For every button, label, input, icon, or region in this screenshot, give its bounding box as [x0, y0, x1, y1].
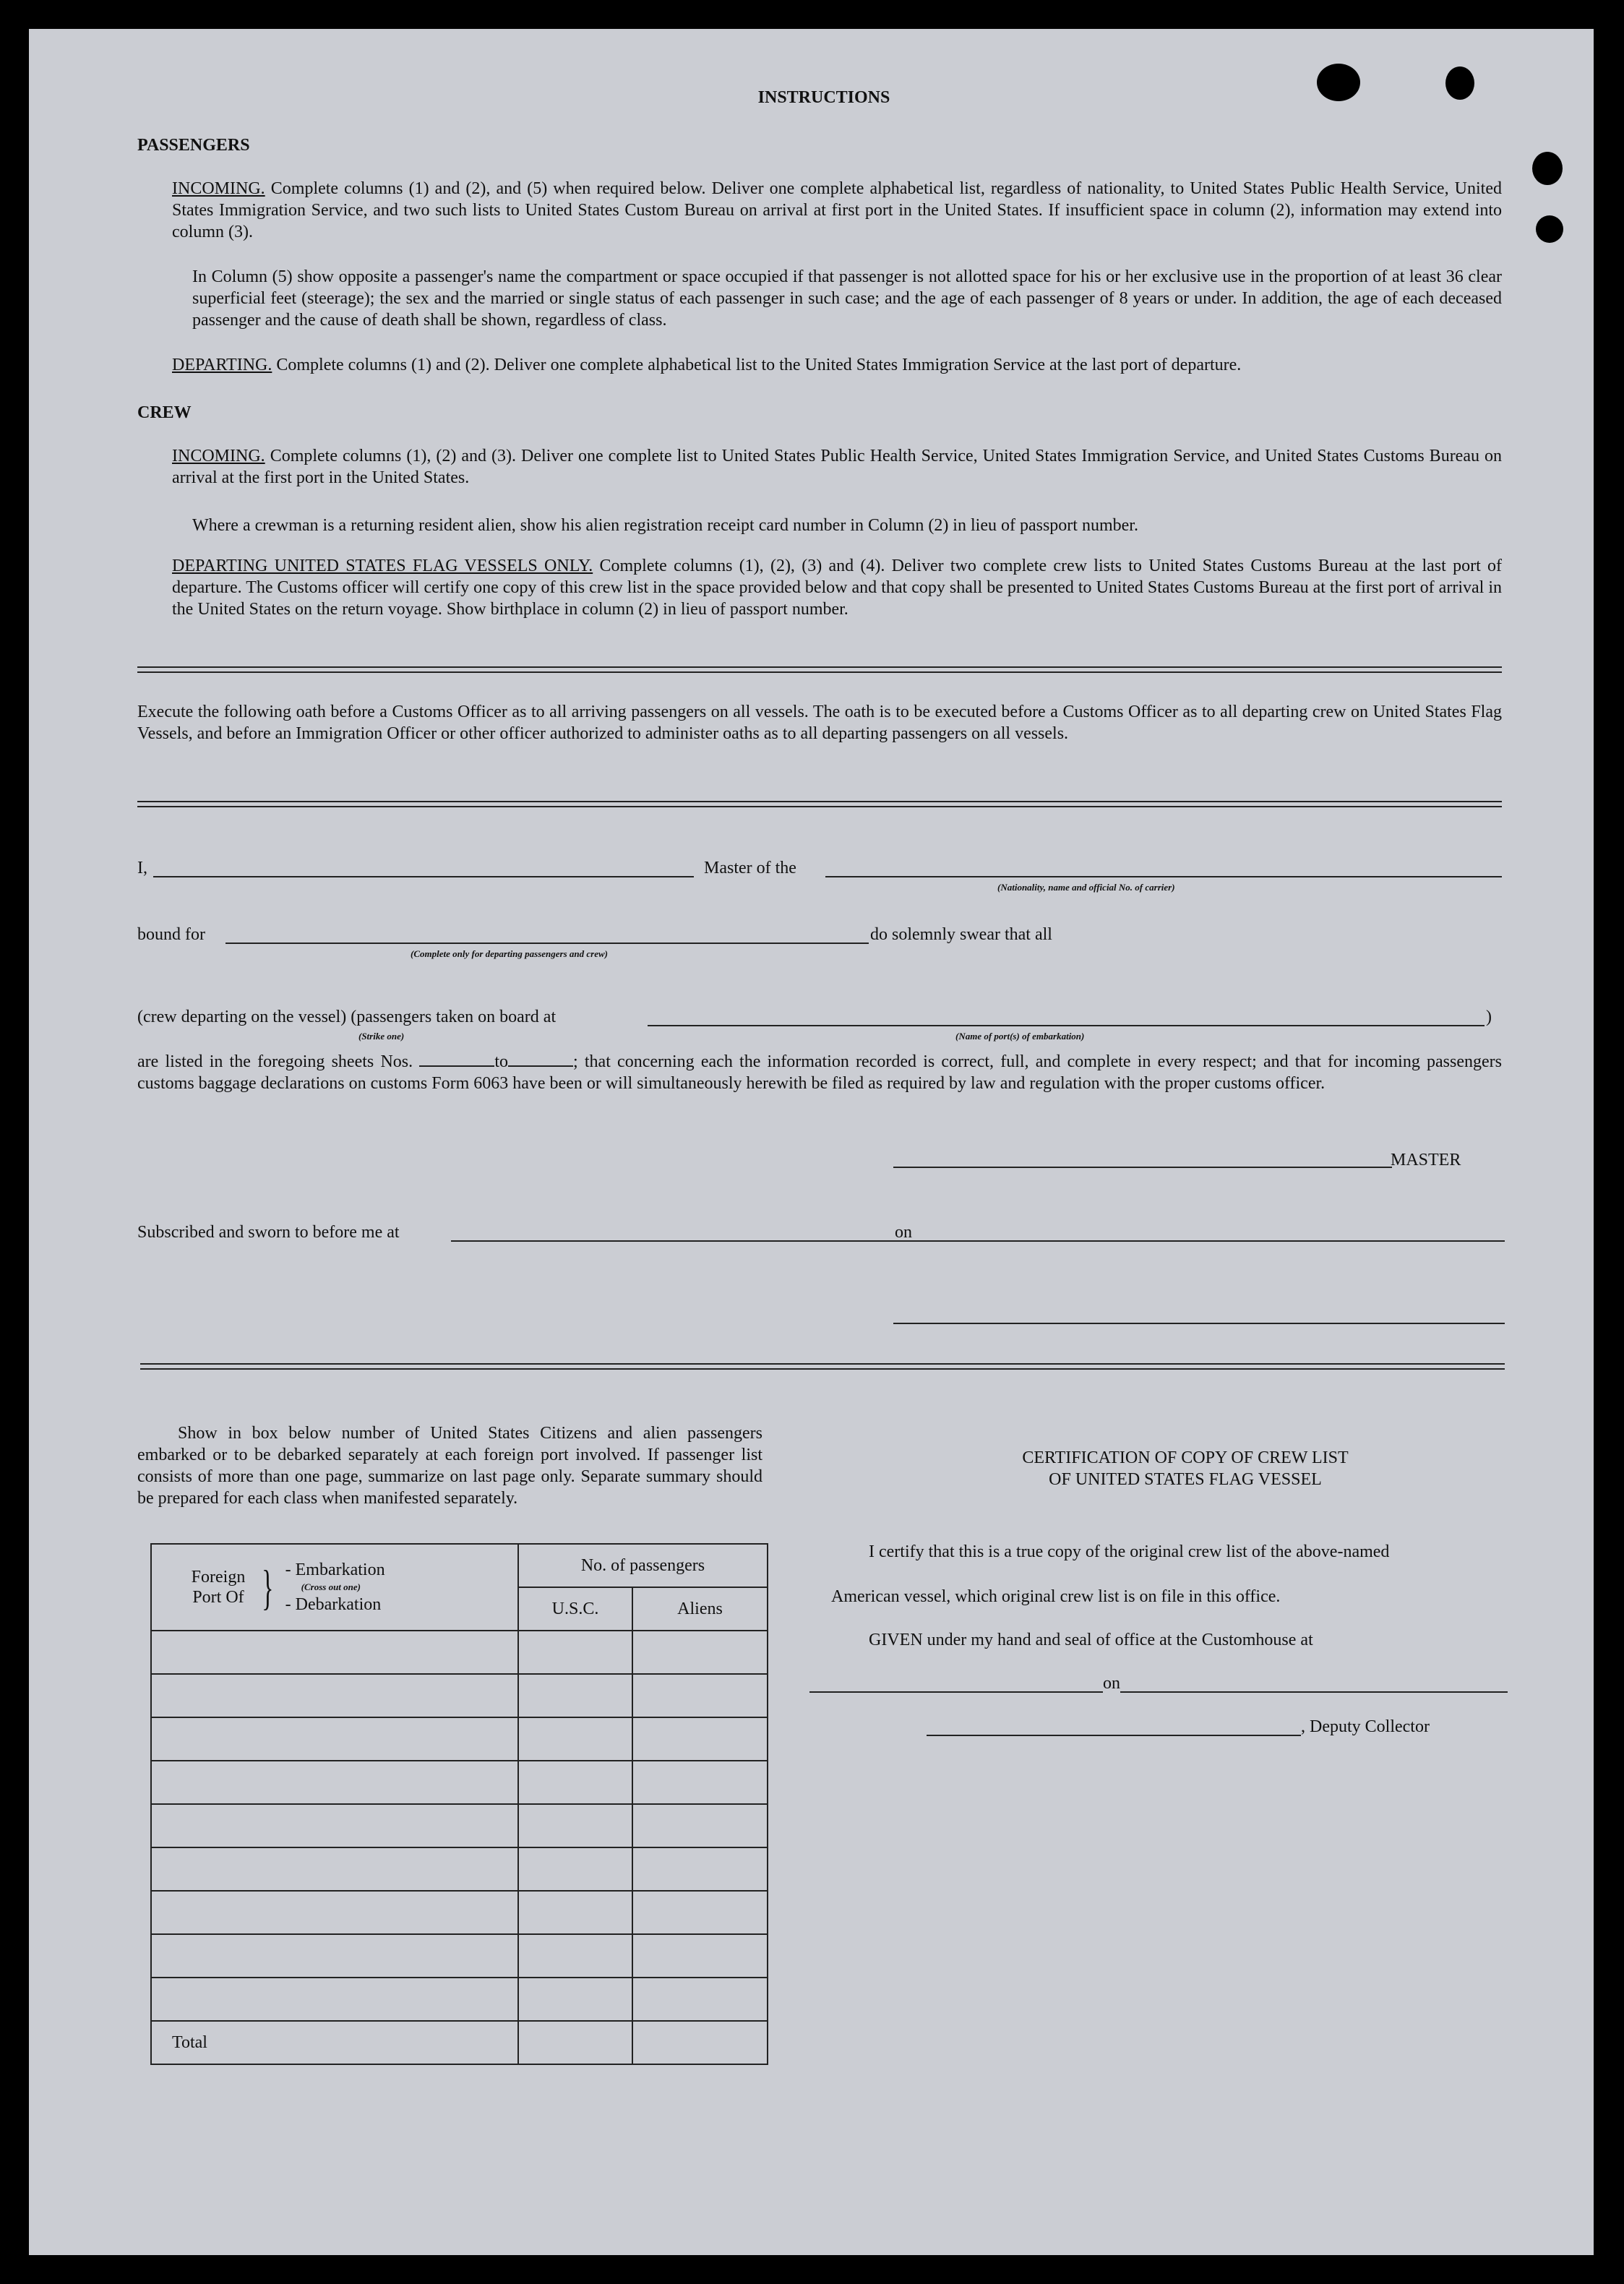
table-row: [151, 1674, 768, 1717]
total-label: Total: [151, 2021, 518, 2064]
total-row: [151, 2021, 768, 2064]
port-hint: (Name of port(s) of embarkation): [955, 1031, 1085, 1042]
sheets-to: to: [494, 1052, 508, 1071]
subscribed-on-label: on: [895, 1223, 912, 1242]
no-passengers-header: No. of passengers: [518, 1544, 768, 1587]
port-cell[interactable]: [151, 1631, 518, 1674]
form-page: [29, 29, 1594, 2255]
subscribed-place-field[interactable]: [451, 1240, 921, 1242]
oath-intro: Execute the following oath before a Customs Officer as to all arriving passengers on all vessels. The oath is to be executed before a Customs Officer as to all departing crew on United States Flag Vessels, and before an Immigration Officer or other officer authorized to administer oaths as to all departing passengers on all vessels.: [137, 703, 1502, 743]
crew-departing-label: DEPARTING UNITED STATES FLAG VESSELS ONLY.: [172, 557, 593, 575]
aliens-cell[interactable]: [632, 1847, 768, 1891]
port-cell[interactable]: [151, 1978, 518, 2021]
port-cell[interactable]: [151, 1934, 518, 1978]
bound-for-field[interactable]: [225, 943, 869, 944]
master-name-field[interactable]: [153, 876, 694, 877]
carrier-hint: (Nationality, name and official No. of carrier): [997, 882, 1175, 893]
aliens-header: Aliens: [632, 1587, 768, 1631]
certification-title-2: OF UNITED STATES FLAG VESSEL: [1049, 1470, 1322, 1489]
deputy-signature-field[interactable]: [927, 1735, 1301, 1736]
table-row: [151, 1847, 768, 1891]
oath-i-label: I,: [137, 859, 147, 877]
table-row: [151, 1631, 768, 1674]
passengers-departing-text: Complete columns (1) and (2). Deliver one complete alphabetical list to the United States Immigration Service at the last port of departure.: [276, 356, 1242, 374]
usc-cell[interactable]: [518, 1891, 632, 1934]
customhouse-field[interactable]: [809, 1691, 1103, 1693]
table-row: [151, 1934, 768, 1978]
port-summary-table: [150, 1543, 768, 2065]
master-signature-field[interactable]: [893, 1167, 1392, 1168]
aliens-cell[interactable]: [632, 1761, 768, 1804]
crew-incoming-text: Complete columns (1), (2) and (3). Deliver one complete list to United States Public Health Service, United States Immigration Service, and United States Customs Bureau on arrival at the first port in the United States.: [172, 447, 1502, 487]
usc-cell[interactable]: [518, 1674, 632, 1717]
table-row: [151, 1761, 768, 1804]
port-cell[interactable]: [151, 1761, 518, 1804]
table-row: [151, 1891, 768, 1934]
crew-heading: CREW: [137, 403, 192, 422]
sheet-from-field[interactable]: [419, 1051, 494, 1067]
page-title: INSTRUCTIONS: [757, 88, 890, 107]
table-row: [151, 1717, 768, 1761]
crew-alien-text: Where a crewman is a returning resident alien, show his alien registration receipt card number in Column (2) in lieu of passport number.: [192, 516, 1138, 535]
crew-departing-label-line: (crew departing on the vessel) (passengers taken on board at: [137, 1008, 557, 1026]
crew-departing-block: [172, 555, 1502, 620]
usc-cell[interactable]: [518, 1978, 632, 2021]
embarkation-port-field[interactable]: [648, 1025, 1485, 1026]
sheets-rest: ; that concerning each the information recorded is correct, full, and complete in every respect; and that for incoming passengers customs baggage declarations on customs Form 6063 have been or will simultaneously herewith be filed as required by law and regulation with the proper customs officer.: [137, 1052, 1503, 1093]
aliens-cell[interactable]: [632, 1804, 768, 1847]
port-cell[interactable]: [151, 1847, 518, 1891]
summary-text: Show in box below number of United States Citizens and alien passengers embarked or to be debarked separately at each foreign port involved. If passenger list consists of more than one page, summarize on last page only. Separate summary should be prepared for each class when manifested separately.: [137, 1424, 762, 1508]
passengers-incoming-text: Complete columns (1) and (2), and (5) when required below. Deliver one complete alphabetical list, regardless of nationality, to United States Public Health Service, United States Immigration Service, and two such lists to United States Custom Bureau on arrival at first port in the United States. If insufficient space in column (2), information may extend into column (3).: [172, 179, 1502, 241]
aliens-cell[interactable]: [632, 1978, 768, 2021]
aliens-cell[interactable]: [632, 1891, 768, 1934]
certification-on-label: on: [1103, 1674, 1120, 1693]
bound-hint: (Complete only for departing passengers and crew): [411, 948, 608, 959]
column5-text: In Column (5) show opposite a passenger's name the compartment or space occupied if that passenger is not allotted space for his or her exclusive use in the proportion of at least 36 clear superficial feet (steerage); the sex and the married or single status of each passenger in such case; and the age of each passenger of 8 years or under. In addition, the age of each deceased passenger and the cause of death shall be shown, regardless of class.: [192, 267, 1502, 330]
sheets-paragraph: [137, 1051, 1502, 1094]
foreign-port-header: [151, 1544, 518, 1631]
close-paren: ): [1486, 1008, 1492, 1026]
swear-label: do solemnly swear that all: [870, 925, 1052, 944]
aliens-cell[interactable]: [632, 1717, 768, 1761]
certification-date-field[interactable]: [1120, 1691, 1508, 1693]
sheets-prefix: are listed in the foregoing sheets Nos.: [137, 1052, 413, 1071]
bound-for-label: bound for: [137, 925, 205, 944]
master-of-label: Master of the: [704, 859, 796, 877]
divider: [137, 801, 1502, 807]
american-text: American vessel, which original crew list is on file in this office.: [831, 1587, 1281, 1606]
usc-cell[interactable]: [518, 1847, 632, 1891]
port-cell[interactable]: [151, 1804, 518, 1847]
aliens-cell[interactable]: [632, 1631, 768, 1674]
crew-incoming-label: INCOMING.: [172, 447, 265, 465]
carrier-field[interactable]: [825, 876, 1502, 877]
crew-departing-text: Complete columns (1), (2), (3) and (4). Deliver two complete crew lists to United States Customs Bureau at the last port of departure. The Customs officer will certify one copy of this crew list in the space provided below and that copy shall be presented to United States Customs Bureau at the first port of arrival in the United States on the return voyage. Show birthplace in column (2) in lieu of passport number.: [172, 557, 1502, 619]
table-header-row: [151, 1544, 768, 1587]
total-usc-cell[interactable]: [518, 2021, 632, 2064]
usc-cell[interactable]: [518, 1934, 632, 1978]
aliens-cell[interactable]: [632, 1674, 768, 1717]
usc-header: U.S.C.: [518, 1587, 632, 1631]
strike-hint: (Strike one): [358, 1031, 405, 1042]
sheet-to-field[interactable]: [508, 1051, 573, 1067]
master-label: MASTER: [1391, 1151, 1461, 1169]
passengers-departing-label: DEPARTING.: [172, 356, 272, 374]
divider: [137, 666, 1502, 673]
port-cell[interactable]: [151, 1674, 518, 1717]
cross-out-hint: (Cross out one): [301, 1581, 361, 1592]
officer-signature-field[interactable]: [893, 1323, 1505, 1324]
ink-blot: [1532, 152, 1563, 185]
certification-title-1: CERTIFICATION OF COPY OF CREW LIST: [1022, 1448, 1349, 1467]
table-row: [151, 1978, 768, 2021]
aliens-cell[interactable]: [632, 1934, 768, 1978]
total-aliens-cell[interactable]: [632, 2021, 768, 2064]
passengers-incoming-label: INCOMING.: [172, 179, 265, 198]
foreign-port-of: Foreign Port Of: [191, 1568, 246, 1607]
given-text: GIVEN under my hand and seal of office at the Customhouse at: [869, 1631, 1313, 1649]
passengers-departing-block: [172, 354, 1502, 376]
table-row: [151, 1804, 768, 1847]
embarkation-label: - Embarkation: [285, 1560, 385, 1579]
usc-cell[interactable]: [518, 1717, 632, 1761]
usc-cell[interactable]: [518, 1761, 632, 1804]
divider: [140, 1363, 1505, 1370]
passengers-incoming-block: [172, 178, 1502, 243]
certify-text: I certify that this is a true copy of the original crew list of the above-named: [869, 1542, 1390, 1561]
deputy-label: , Deputy Collector: [1301, 1717, 1430, 1736]
usc-cell[interactable]: [518, 1804, 632, 1847]
ink-blot: [1536, 215, 1563, 243]
subscribed-date-field[interactable]: [921, 1240, 1505, 1242]
brace: }: [262, 1560, 274, 1615]
port-cell[interactable]: [151, 1891, 518, 1934]
subscribed-label: Subscribed and sworn to before me at: [137, 1223, 400, 1242]
crew-incoming-block: [172, 445, 1502, 489]
passengers-heading: PASSENGERS: [137, 136, 250, 155]
port-cell[interactable]: [151, 1717, 518, 1761]
debarkation-label: - Debarkation: [285, 1595, 382, 1614]
usc-cell[interactable]: [518, 1631, 632, 1674]
